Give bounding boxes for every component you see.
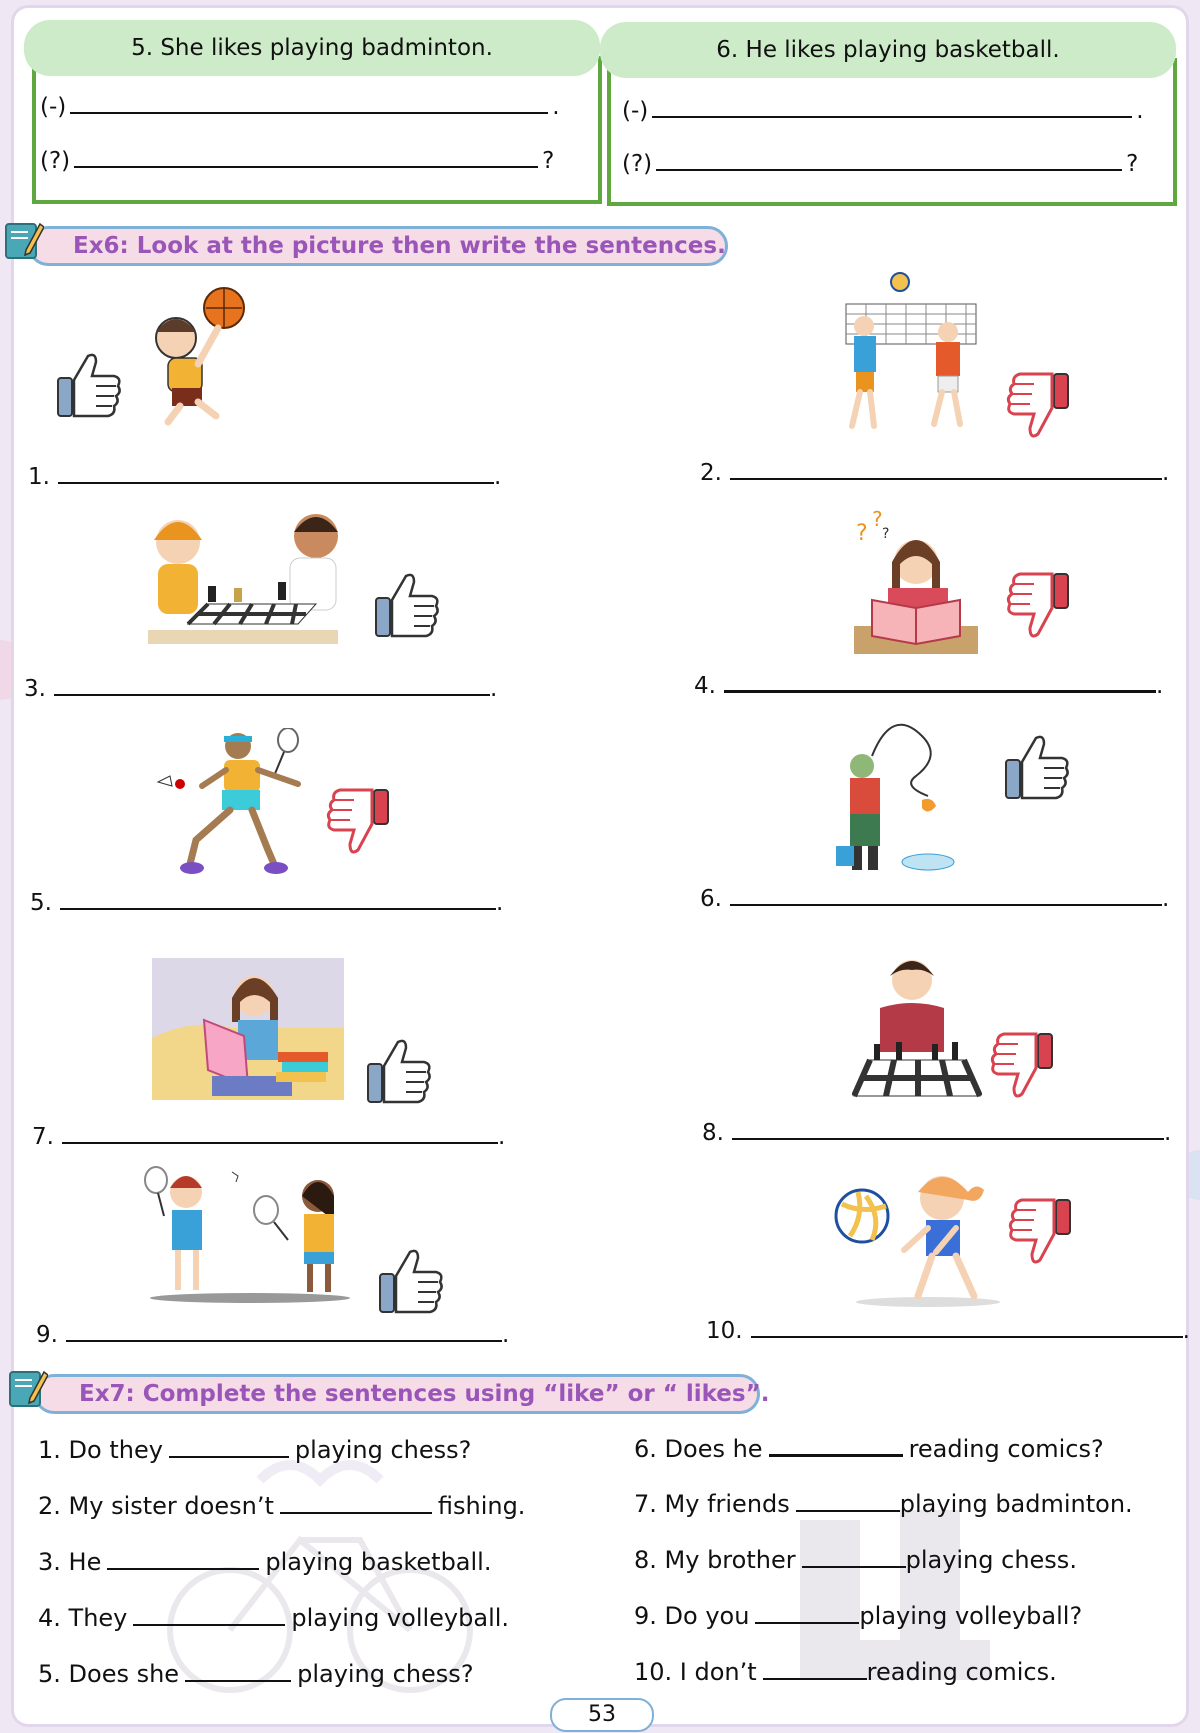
answer-blank[interactable] — [60, 888, 496, 910]
ex7-sentence-5 — [38, 1660, 474, 1688]
sentence-end: reading comics? — [908, 1435, 1104, 1463]
sentence-start: 1. Do they — [38, 1436, 163, 1464]
sentence-start: 8. My brother — [634, 1546, 796, 1574]
sentence-end: playing badminton. — [899, 1490, 1133, 1518]
answer-blank[interactable] — [769, 1434, 903, 1457]
sentence-end: playing volleyball? — [859, 1602, 1083, 1630]
answer-blank[interactable] — [133, 1604, 285, 1626]
girls-playing-badminton-picture — [140, 1166, 360, 1306]
line-end: . — [493, 464, 502, 490]
ex7-sentence-9 — [634, 1602, 1082, 1630]
ex7-sentence-6 — [634, 1434, 1104, 1463]
answer-blank[interactable] — [730, 458, 1162, 480]
sentence-end: fishing. — [437, 1492, 526, 1520]
ex6-answer-line-8[interactable] — [702, 1118, 1171, 1146]
thumbs-down-icon — [1006, 370, 1072, 442]
thumbs-up-icon — [364, 1034, 434, 1106]
answer-blank[interactable] — [796, 1490, 900, 1512]
girl-reading-comics-picture — [152, 958, 344, 1100]
answer-blank[interactable] — [107, 1548, 259, 1570]
sentence-box-6-heading: 6. He likes playing basketball. — [600, 22, 1176, 78]
kids-playing-chess-picture — [138, 506, 348, 652]
man-fishing-picture — [832, 716, 962, 874]
answer-blank[interactable] — [732, 1118, 1164, 1140]
answer-blank[interactable] — [74, 144, 538, 168]
sentence-start: 2. My sister doesn’t — [38, 1492, 274, 1520]
thumbs-up-icon — [54, 348, 124, 420]
answer-blank[interactable] — [280, 1492, 432, 1514]
answer-blank[interactable] — [724, 670, 1156, 693]
notebook-pencil-icon — [8, 1366, 48, 1410]
girl-playing-volleyball-picture — [832, 1168, 1002, 1308]
sentence-start: 10. I don’t — [634, 1658, 757, 1686]
line-end: . — [1182, 1318, 1190, 1344]
line-end: . — [501, 1322, 510, 1348]
ex6-answer-line-7[interactable] — [32, 1122, 505, 1150]
line-end: . — [1161, 886, 1170, 912]
svg-text:?: ? — [856, 521, 868, 546]
negative-label: (-) — [622, 98, 649, 124]
thumbs-down-icon — [326, 786, 392, 858]
line-end: ? — [542, 148, 555, 174]
ex7-sentence-4 — [38, 1604, 509, 1632]
line-end: . — [1136, 98, 1144, 124]
sentence-end: reading comics. — [866, 1658, 1057, 1686]
answer-blank[interactable] — [54, 674, 490, 696]
sentence-start: 3. He — [38, 1548, 102, 1576]
item-number: 5. — [30, 890, 52, 916]
item-number: 9. — [36, 1322, 58, 1348]
answer-blank[interactable] — [755, 1602, 859, 1624]
ex7-sentence-1 — [38, 1436, 471, 1464]
item-number: 10. — [706, 1318, 743, 1344]
line-end: . — [497, 1124, 506, 1150]
ex6-heading — [28, 226, 728, 266]
ex7-sentence-2 — [38, 1492, 525, 1520]
line-end: . — [1163, 1120, 1172, 1146]
ex6-title: Ex6: Look at the picture then write the sentences. — [73, 233, 726, 259]
sentence-box-5-heading: 5. She likes playing badminton. — [24, 20, 600, 76]
ex7-sentence-10 — [634, 1658, 1057, 1686]
item-number: 7. — [32, 1124, 54, 1150]
thumbs-down-icon — [990, 1030, 1056, 1102]
ex6-answer-line-10[interactable] — [706, 1316, 1190, 1344]
sentence-box-6 — [607, 58, 1177, 206]
boy-playing-badminton-picture — [156, 728, 326, 878]
ex7-title: Ex7: Complete the sentences using “like” or “ likes”. — [79, 1381, 770, 1407]
thumbs-up-icon — [372, 568, 442, 640]
ex6-answer-line-6[interactable] — [700, 884, 1169, 912]
answer-blank[interactable] — [730, 884, 1162, 906]
ex6-answer-line-9[interactable] — [36, 1320, 509, 1348]
thumbs-down-icon — [1006, 570, 1072, 642]
ex7-sentence-3 — [38, 1548, 491, 1576]
answer-blank[interactable] — [169, 1436, 289, 1458]
answer-blank[interactable] — [656, 147, 1122, 171]
ex6-answer-line-5[interactable] — [30, 888, 503, 916]
sentence-end: playing chess. — [905, 1546, 1077, 1574]
page-number: 53 — [550, 1698, 654, 1732]
line-end: ? — [1126, 151, 1139, 177]
answer-blank[interactable] — [70, 90, 548, 114]
ex6-answer-line-2[interactable] — [700, 458, 1169, 486]
sentence-start: 4. They — [38, 1604, 128, 1632]
svg-text:?: ? — [872, 507, 883, 531]
answer-blank[interactable] — [62, 1122, 498, 1144]
thumbs-down-icon — [1008, 1196, 1074, 1268]
line-end: . — [552, 94, 560, 120]
thumbs-up-icon — [1002, 730, 1072, 802]
answer-blank[interactable] — [763, 1658, 867, 1680]
answer-blank[interactable] — [58, 462, 494, 484]
negative-label: (-) — [40, 94, 67, 120]
question-label: (?) — [622, 151, 653, 177]
answer-blank[interactable] — [652, 94, 1132, 118]
line-end: . — [1161, 460, 1170, 486]
negative-line-5[interactable] — [40, 90, 560, 120]
sentence-end: playing chess? — [294, 1436, 472, 1464]
sentence-end: playing chess? — [297, 1660, 474, 1688]
sentence-box-5 — [32, 56, 602, 204]
svg-text:?: ? — [882, 526, 890, 542]
answer-blank[interactable] — [185, 1660, 291, 1682]
ex6-answer-line-1[interactable] — [28, 462, 501, 490]
answer-blank[interactable] — [802, 1546, 906, 1568]
sentence-start: 6. Does he — [634, 1435, 763, 1463]
sentence-end: playing volleyball. — [291, 1604, 510, 1632]
item-number: 3. — [24, 676, 46, 702]
sentence-end: playing basketball. — [265, 1548, 492, 1576]
negative-line-6[interactable] — [622, 94, 1144, 124]
line-end: . — [1155, 673, 1164, 699]
answer-blank[interactable] — [66, 1320, 502, 1342]
notebook-pencil-icon — [4, 218, 44, 262]
boy-playing-chess-picture — [852, 956, 982, 1102]
question-line-6[interactable] — [622, 147, 1138, 177]
ex7-heading — [34, 1374, 770, 1414]
item-number: 1. — [28, 464, 50, 490]
girl-reading-book-confused-picture — [852, 504, 982, 654]
thumbs-up-icon — [376, 1244, 446, 1316]
line-end: . — [489, 676, 498, 702]
boy-playing-basketball-picture — [140, 280, 260, 440]
sentence-start: 9. Do you — [634, 1602, 750, 1630]
item-number: 6. — [700, 886, 722, 912]
two-boys-playing-volleyball-picture — [836, 268, 986, 438]
sentence-start: 5. Does she — [38, 1660, 180, 1688]
line-end: . — [495, 890, 504, 916]
question-line-5[interactable] — [40, 144, 554, 174]
item-number: 4. — [694, 673, 716, 699]
ex6-answer-line-4[interactable] — [694, 670, 1163, 699]
question-label: (?) — [40, 148, 71, 174]
sentence-start: 7. My friends — [634, 1490, 790, 1518]
item-number: 8. — [702, 1120, 724, 1146]
answer-blank[interactable] — [751, 1316, 1183, 1338]
ex7-sentence-7 — [634, 1490, 1133, 1518]
ex7-sentence-8 — [634, 1546, 1077, 1574]
item-number: 2. — [700, 460, 722, 486]
ex6-answer-line-3[interactable] — [24, 674, 497, 702]
